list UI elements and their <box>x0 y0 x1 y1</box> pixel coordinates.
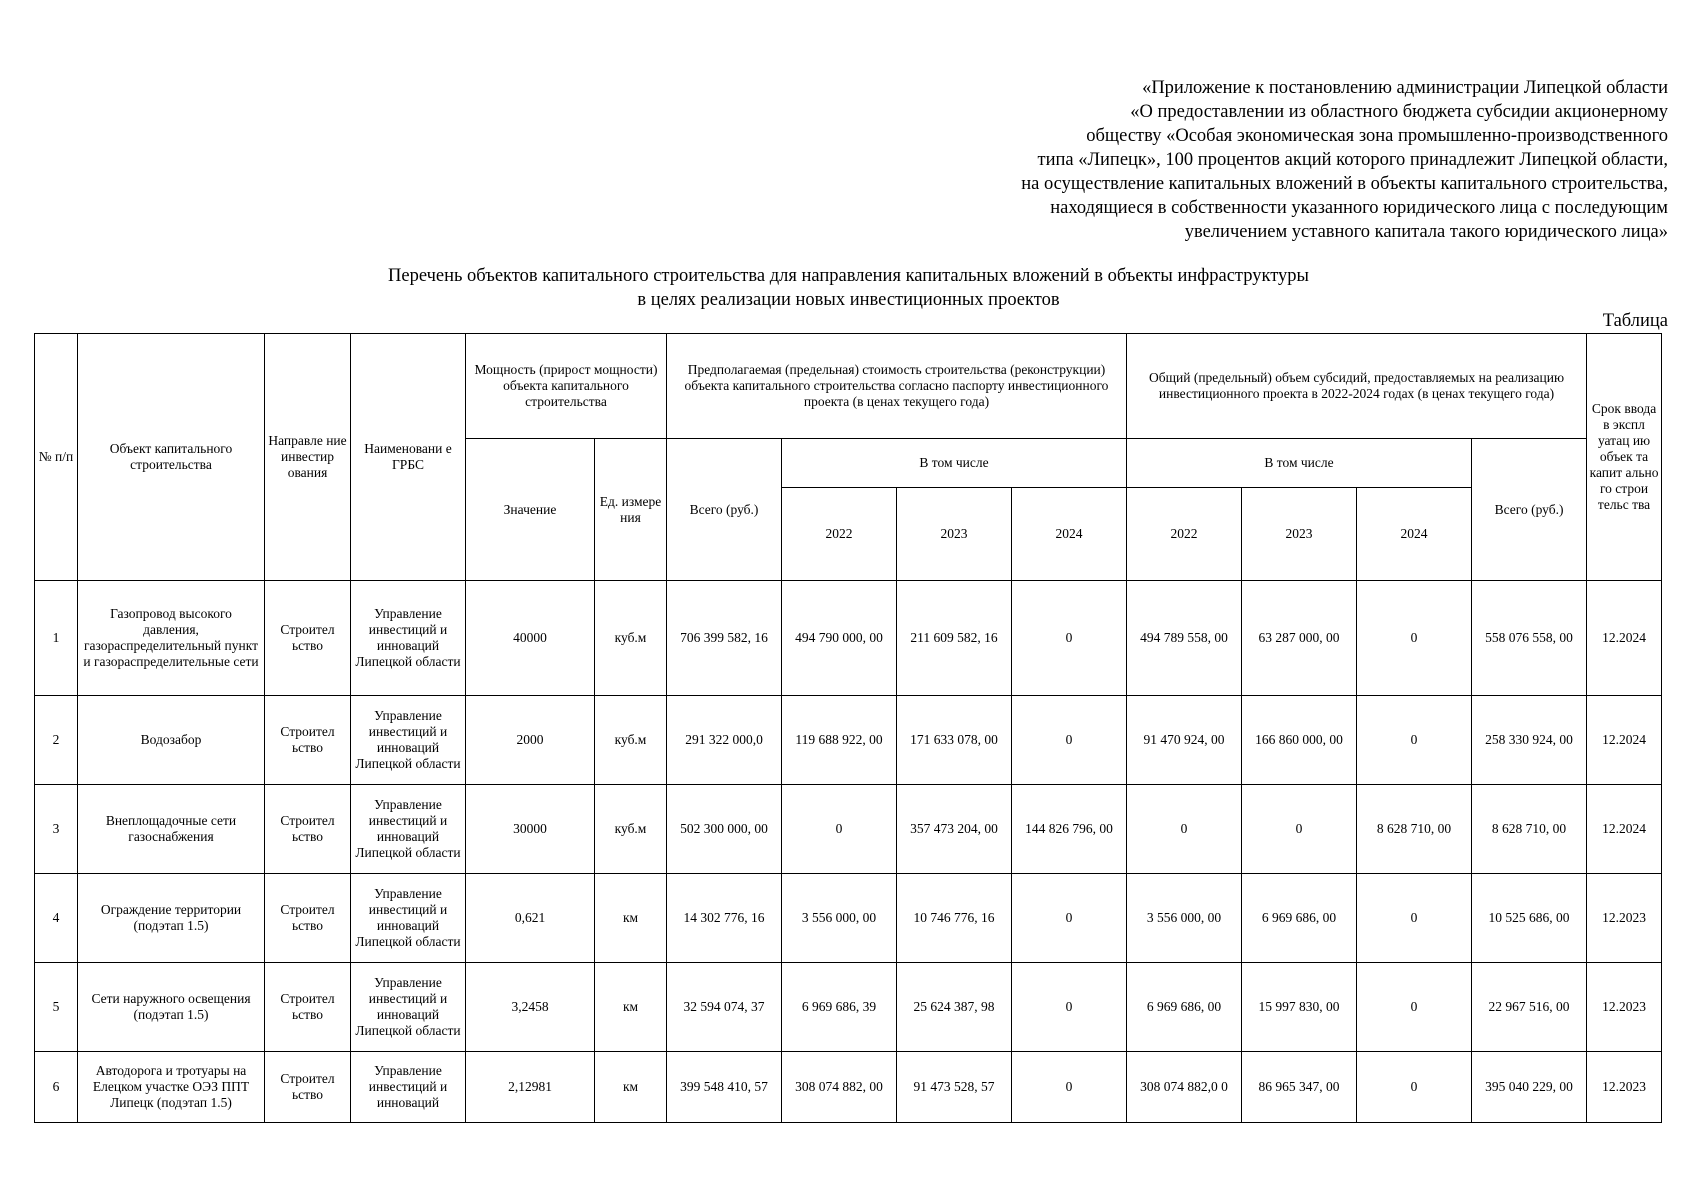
document-title-line-2: в целях реализации новых инвестиционных проектов <box>637 290 1060 310</box>
cell-total-subsidy: 258 330 924, 00 <box>1472 696 1587 785</box>
cell-total-cost: 291 322 000,0 <box>667 696 782 785</box>
cell-subsidy-2024: 0 <box>1357 874 1472 963</box>
cell-deadline: 12.2023 <box>1587 874 1662 963</box>
cell-unit: куб.м <box>595 785 667 874</box>
cell-value: 2,12981 <box>466 1052 595 1123</box>
header-value: Значение <box>466 439 595 581</box>
cell-total-subsidy: 395 040 229, 00 <box>1472 1052 1587 1123</box>
cell-total-cost: 502 300 000, 00 <box>667 785 782 874</box>
cell-subsidy-2024: 0 <box>1357 963 1472 1052</box>
cell-direction: Строител ьство <box>265 581 351 696</box>
cell-deadline: 12.2024 <box>1587 581 1662 696</box>
cell-cost-2022: 308 074 882, 00 <box>782 1052 897 1123</box>
header-deadline: Срок ввода в экспл уатац ию объек та капит ально го строи тельс тва <box>1587 334 1662 581</box>
cell-cost-2023: 10 746 776, 16 <box>897 874 1012 963</box>
cell-direction: Строител ьство <box>265 1052 351 1123</box>
cell-object: Внеплощадочные сети газоснабжения <box>78 785 265 874</box>
cell-grbs: Управление инвестиций и инноваций <box>351 1052 466 1123</box>
header-direction: Направле ние инвестир ования <box>265 334 351 581</box>
cell-unit: куб.м <box>595 696 667 785</box>
header-capacity: Мощность (прирост мощности) объекта капитального строительства <box>466 334 667 439</box>
cell-cost-2023: 91 473 528, 57 <box>897 1052 1012 1123</box>
cell-subsidy-2023: 15 997 830, 00 <box>1242 963 1357 1052</box>
cell-direction: Строител ьство <box>265 696 351 785</box>
cell-cost-2024: 0 <box>1012 874 1127 963</box>
table-body <box>35 581 1662 1123</box>
header-including-cost: В том числе <box>782 439 1127 488</box>
cell-cost-2022: 119 688 922, 00 <box>782 696 897 785</box>
cell-grbs: Управление инвестиций и инноваций Липецкой области <box>351 874 466 963</box>
cell-total-cost: 14 302 776, 16 <box>667 874 782 963</box>
cell-cost-2022: 0 <box>782 785 897 874</box>
cell-object: Водозабор <box>78 696 265 785</box>
header-year-2023-cost: 2023 <box>897 488 1012 581</box>
cell-grbs: Управление инвестиций и инноваций Липецкой области <box>351 963 466 1052</box>
appendix-header <box>908 76 1668 244</box>
cell-unit: км <box>595 963 667 1052</box>
cell-deadline: 12.2023 <box>1587 963 1662 1052</box>
cell-object: Ограждение территории (подэтап 1.5) <box>78 874 265 963</box>
header-total-subsidy: Всего (руб.) <box>1472 439 1587 581</box>
cell-total-cost: 706 399 582, 16 <box>667 581 782 696</box>
document-title <box>0 264 1697 312</box>
cell-direction: Строител ьство <box>265 874 351 963</box>
table-row <box>35 696 1662 785</box>
cell-cost-2023: 171 633 078, 00 <box>897 696 1012 785</box>
cell-cost-2024: 0 <box>1012 581 1127 696</box>
cell-value: 30000 <box>466 785 595 874</box>
cell-subsidy-2022: 91 470 924, 00 <box>1127 696 1242 785</box>
cell-value: 0,621 <box>466 874 595 963</box>
cell-cost-2024: 0 <box>1012 1052 1127 1123</box>
appendix-line: «Приложение к постановлению администрации Липецкой области <box>1142 78 1668 98</box>
cell-cost-2023: 357 473 204, 00 <box>897 785 1012 874</box>
appendix-line: увеличением уставного капитала такого юридического лица» <box>1184 222 1668 242</box>
cell-total-cost: 32 594 074, 37 <box>667 963 782 1052</box>
cell-subsidy-2022: 0 <box>1127 785 1242 874</box>
cell-subsidy-2022: 3 556 000, 00 <box>1127 874 1242 963</box>
header-year-2023-subsidy: 2023 <box>1242 488 1357 581</box>
cell-cost-2024: 0 <box>1012 696 1127 785</box>
cell-total-subsidy: 558 076 558, 00 <box>1472 581 1587 696</box>
cell-cost-2024: 144 826 796, 00 <box>1012 785 1127 874</box>
cell-grbs: Управление инвестиций и инноваций Липецкой области <box>351 581 466 696</box>
cell-subsidy-2023: 6 969 686, 00 <box>1242 874 1357 963</box>
appendix-line: типа «Липецк», 100 процентов акций которого принадлежит Липецкой области, <box>1037 150 1668 170</box>
cell-unit: км <box>595 1052 667 1123</box>
header-including-subsidy: В том числе <box>1127 439 1472 488</box>
cell-cost-2022: 6 969 686, 39 <box>782 963 897 1052</box>
cell-value: 3,2458 <box>466 963 595 1052</box>
investment-objects-table <box>34 333 1662 1123</box>
cell-value: 40000 <box>466 581 595 696</box>
table-row <box>35 963 1662 1052</box>
cell-total-subsidy: 8 628 710, 00 <box>1472 785 1587 874</box>
cell-num: 4 <box>35 874 78 963</box>
cell-total-subsidy: 10 525 686, 00 <box>1472 874 1587 963</box>
cell-cost-2022: 494 790 000, 00 <box>782 581 897 696</box>
cell-object: Газопровод высокого давления, газораспределительный пункт и газораспределительные сети <box>78 581 265 696</box>
table-row <box>35 874 1662 963</box>
header-grbs: Наименовани е ГРБС <box>351 334 466 581</box>
header-unit: Ед. измере ния <box>595 439 667 581</box>
cell-subsidy-2023: 0 <box>1242 785 1357 874</box>
cell-subsidy-2023: 63 287 000, 00 <box>1242 581 1357 696</box>
cell-subsidy-2024: 8 628 710, 00 <box>1357 785 1472 874</box>
cell-value: 2000 <box>466 696 595 785</box>
cell-object: Сети наружного освещения (подэтап 1.5) <box>78 963 265 1052</box>
header-year-2022-cost: 2022 <box>782 488 897 581</box>
cell-grbs: Управление инвестиций и инноваций Липецкой области <box>351 696 466 785</box>
cell-subsidy-2024: 0 <box>1357 1052 1472 1123</box>
cell-num: 6 <box>35 1052 78 1123</box>
header-total-cost: Всего (руб.) <box>667 439 782 581</box>
cell-cost-2024: 0 <box>1012 963 1127 1052</box>
cell-unit: км <box>595 874 667 963</box>
table-label: Таблица <box>1602 311 1668 331</box>
header-subsidy: Общий (предельный) объем субсидий, предоставляемых на реализацию инвестиционного проекта в 2022-2024 годах (в ценах текущего года) <box>1127 334 1587 439</box>
cell-subsidy-2024: 0 <box>1357 581 1472 696</box>
cell-subsidy-2024: 0 <box>1357 696 1472 785</box>
header-object: Объект капитального строительства <box>78 334 265 581</box>
table-header <box>35 334 1662 581</box>
cell-cost-2023: 25 624 387, 98 <box>897 963 1012 1052</box>
cell-num: 5 <box>35 963 78 1052</box>
cell-subsidy-2022: 494 789 558, 00 <box>1127 581 1242 696</box>
cell-object: Автодорога и тротуары на Елецком участке ОЭЗ ППТ Липецк (подэтап 1.5) <box>78 1052 265 1123</box>
cell-grbs: Управление инвестиций и инноваций Липецкой области <box>351 785 466 874</box>
cell-total-cost: 399 548 410, 57 <box>667 1052 782 1123</box>
cell-subsidy-2023: 166 860 000, 00 <box>1242 696 1357 785</box>
appendix-line: на осуществление капитальных вложений в объекты капитального строительства, <box>1021 174 1668 194</box>
cell-deadline: 12.2024 <box>1587 785 1662 874</box>
appendix-line: «О предоставлении из областного бюджета субсидии акционерному <box>1130 102 1668 122</box>
cell-unit: куб.м <box>595 581 667 696</box>
table-row <box>35 581 1662 696</box>
appendix-line: обществу «Особая экономическая зона промышленно-производственного <box>1086 126 1668 146</box>
document-title-line-1: Перечень объектов капитального строительства для направления капитальных вложений в объекты инфраструктуры <box>388 266 1309 286</box>
cell-deadline: 12.2024 <box>1587 696 1662 785</box>
header-cost: Предполагаемая (предельная) стоимость строительства (реконструкции) объекта капитального строительства согласно паспорту инвестиционного проекта (в ценах текущего года) <box>667 334 1127 439</box>
cell-cost-2023: 211 609 582, 16 <box>897 581 1012 696</box>
cell-num: 2 <box>35 696 78 785</box>
cell-subsidy-2022: 6 969 686, 00 <box>1127 963 1242 1052</box>
table-row <box>35 785 1662 874</box>
cell-deadline: 12.2023 <box>1587 1052 1662 1123</box>
cell-num: 3 <box>35 785 78 874</box>
cell-direction: Строител ьство <box>265 963 351 1052</box>
header-year-2022-subsidy: 2022 <box>1127 488 1242 581</box>
header-year-2024-cost: 2024 <box>1012 488 1127 581</box>
appendix-line: находящиеся в собственности указанного юридического лица с последующим <box>1050 198 1668 218</box>
header-year-2024-subsidy: 2024 <box>1357 488 1472 581</box>
table-row <box>35 1052 1662 1123</box>
cell-subsidy-2023: 86 965 347, 00 <box>1242 1052 1357 1123</box>
header-num: № п/п <box>35 334 78 581</box>
cell-direction: Строител ьство <box>265 785 351 874</box>
cell-subsidy-2022: 308 074 882,0 0 <box>1127 1052 1242 1123</box>
cell-num: 1 <box>35 581 78 696</box>
cell-cost-2022: 3 556 000, 00 <box>782 874 897 963</box>
cell-total-subsidy: 22 967 516, 00 <box>1472 963 1587 1052</box>
